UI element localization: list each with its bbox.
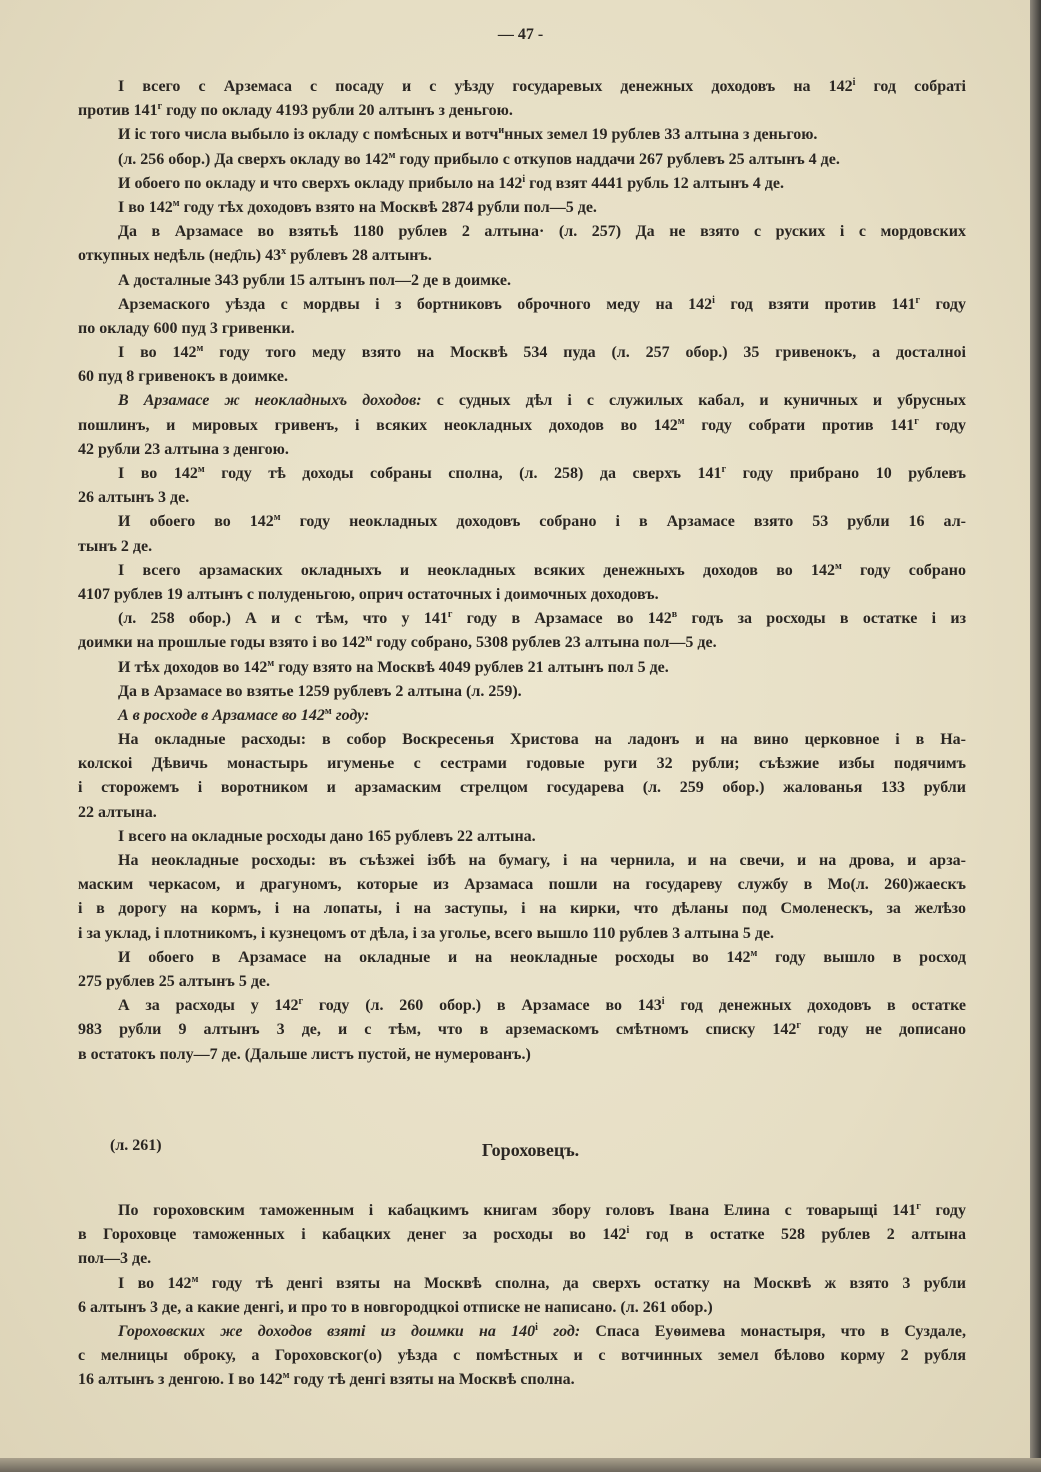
folio-reference: (л. 261) [110, 1137, 162, 1154]
paragraph [78, 341, 966, 389]
text-run: рублевъ 28 алтынъ. [286, 247, 432, 265]
section-title: Гороховецъ. [481, 1140, 580, 1160]
superscript: г [298, 996, 304, 1008]
text-line [78, 196, 966, 220]
italic-heading: В Арзамасе ж неокладныхъ доходов: [118, 392, 422, 410]
superscript: м [191, 1273, 199, 1285]
superscript: м [388, 149, 396, 161]
text-line [78, 656, 966, 680]
page-edge-right [1030, 0, 1041, 1472]
superscript: в [671, 609, 678, 621]
text-run: по окладу 600 пуд 3 гривенки. [78, 319, 295, 337]
gorokhovets-section [78, 1199, 966, 1393]
superscript: м [197, 464, 205, 475]
paragraph [78, 994, 966, 1067]
superscript: г [447, 609, 453, 621]
text-run: с мелницы оброку, а Гороховског(о) уѣзда с помѣстных и с вотчинных земел бѣлово корму 2 рубля [78, 1347, 966, 1365]
superscript: i [661, 996, 665, 1008]
text-run: 60 пуд 8 гривенокъ в доимке. [78, 368, 288, 386]
text-run: I во 142 [118, 465, 198, 482]
text-line [78, 220, 966, 244]
paragraph [78, 680, 966, 704]
paragraph [78, 825, 966, 849]
paragraph [78, 607, 966, 655]
text-run: На неокладные росходы: въ съѣзжеi iзбѣ на бумагу, i на чернила, и на свечи, и на дрова, и арза- [118, 852, 966, 869]
text-run: год в остатке 528 рублев 2 алтына [629, 1226, 966, 1244]
text-run: (л. 258 обор.) А и с тѣм, что у 141 [118, 610, 448, 628]
text-line [78, 462, 966, 486]
paragraph [78, 1320, 966, 1393]
text-line [78, 801, 966, 825]
text-run: И обоего во 142 [118, 513, 274, 531]
text-run: году собрати против 141 [684, 416, 915, 434]
text-run: год денежных доходовъ в остатке [664, 997, 966, 1015]
text-run: году не дописано [800, 1021, 966, 1039]
text-line [78, 510, 966, 534]
text-line [78, 1018, 966, 1042]
text-line [78, 752, 966, 776]
text-run: i за уклад, i плотникомъ, i кузнецомъ от дѣла, i за уголье, всего вышло 110 рублев 3 алтына 5 де. [78, 924, 775, 942]
italic-heading: А в росходе в Арзамасе во 142 [118, 706, 325, 724]
text-line [78, 389, 966, 413]
paragraph [78, 704, 966, 728]
paragraph [78, 656, 966, 680]
text-line [78, 1043, 966, 1067]
text-line [78, 728, 966, 752]
superscript: и [498, 125, 505, 137]
text-run: год взят 4441 рубль 12 алтынъ 4 де. [525, 174, 784, 192]
text-run: году [918, 416, 966, 434]
text-run: нных земел 19 рублев 33 алтына з деньгою. [504, 126, 818, 144]
paragraph [78, 148, 966, 172]
text-line [78, 631, 966, 655]
superscript: г [915, 294, 921, 306]
superscript: м [324, 705, 332, 717]
page-number: — 47 - [497, 26, 544, 43]
text-line [78, 99, 966, 123]
text-line [78, 873, 966, 897]
arzamas-section [78, 75, 966, 1067]
text-line [78, 1344, 966, 1368]
text-run: I во 142 [118, 198, 173, 216]
paragraph [78, 293, 966, 341]
text-run: 42 рубли 23 алтына з денгою. [78, 440, 289, 458]
italic-heading: год: [537, 1322, 581, 1340]
superscript: i [522, 173, 526, 185]
text-run: 275 рублев 25 алтынъ 5 де. [78, 972, 271, 990]
text-run: А за расходы у 142 [118, 997, 299, 1015]
text-run: году [920, 295, 966, 313]
text-run: году того меду взято на Москвѣ 534 пуда (л. 257 обор.) 35 гривенокъ, а досталноi [203, 344, 966, 362]
text-line [78, 535, 966, 559]
text-run: году (л. 260 обор.) в Арзамасе во 143 [303, 997, 662, 1015]
text-run: году тѣ денгі взяты на Москвѣ сполна. [289, 1371, 575, 1389]
paragraph [78, 123, 966, 147]
text-run: пошлинъ, и мировых гривенъ, i всяких неокладных доходов во 142 [78, 416, 678, 434]
paragraph [78, 269, 966, 293]
text-run: Да в Арзамасе во взятье 1259 рублевъ 2 алтына (л. 259). [118, 682, 522, 700]
text-line [78, 1320, 966, 1344]
superscript: м [750, 947, 758, 959]
text-run: колскоi Дѣвичь монастырь игуменье с сестрами годовые руги 32 рубли; съѣзжие избы подячимъ [78, 755, 966, 773]
text-line [78, 1223, 966, 1247]
text-run: Арземаского уѣзда с мордвы i з бортниковъ оброчного меду на 142 [118, 295, 713, 313]
text-run: в остатокъ полу—7 де. (Дальше листъ пустой, не нумерованъ.) [78, 1045, 531, 1063]
text-run: На окладные расходы: в собор Воскресенья Христова на ладонъ и на вино церковное i в На- [118, 731, 966, 749]
paragraph [78, 946, 966, 994]
text-run: тынъ 2 де. [78, 537, 153, 555]
text-run: 16 алтынъ з денгою. I во 142 [78, 1371, 283, 1389]
text-line [78, 269, 966, 293]
text-run: И обоего по окладу и что сверхъ окладу прибыло на 142 [118, 174, 523, 192]
superscript: м [365, 633, 373, 645]
text-run: 6 алтынъ 3 де, а какие денгі, и про то в новгородцкоi отписке не написано. (л. 261 обор.) [78, 1298, 713, 1316]
superscript: м [677, 415, 685, 427]
text-line [78, 148, 966, 172]
superscript: г [914, 415, 919, 427]
text-line [78, 414, 966, 438]
page-edge-bottom [0, 1458, 1041, 1472]
superscript: г [796, 1020, 801, 1032]
text-line [78, 341, 966, 365]
paragraph [78, 510, 966, 558]
text-line [78, 172, 966, 196]
text-line [78, 946, 966, 970]
superscript: м [282, 1370, 290, 1382]
text-run: 4107 рублев 19 алтынъ с полуденьгою, оприч остаточных i доимочных доходовъ. [78, 585, 659, 603]
text-line [78, 680, 966, 704]
text-line [78, 438, 966, 462]
paragraph [78, 389, 966, 462]
text-run: году тѣх доходовъ взято на Москвѣ 2874 рубли пол—5 де. [179, 198, 597, 216]
text-run: (л. 256 обор.) Да сверхъ окладу во 142 [118, 150, 389, 168]
text-line [78, 994, 966, 1018]
paragraph [78, 1199, 966, 1272]
text-run: году в Арзамасе во 142 [452, 610, 672, 628]
superscript: м [172, 197, 180, 209]
text-run: доимки на прошлые годы взято i во 142 [78, 634, 366, 652]
text-line [78, 849, 966, 873]
superscript: г [916, 1201, 921, 1212]
text-run: i сторожемъ i воротником и арзамаским стрелцом государева (л. 259 обор.) жалованья 133 рубли [78, 779, 966, 797]
text-line [78, 704, 966, 728]
paragraph [78, 75, 966, 123]
text-run: По гороховским таможенным i кабацкимъ книгам збору головъ Iвана Елина с товарыщі 141 [118, 1202, 917, 1219]
paragraph [78, 849, 966, 946]
text-run: I всего арзамаских окладныхъ и неокладных всяких денежныхъ доходов во 142 [118, 561, 835, 579]
text-run: i в дорогу на кормъ, i на лопаты, i на заступы, i на кирки, что дѣланы под Смоленескъ, за желѣзо [78, 900, 966, 918]
paragraph [78, 462, 966, 510]
text-line [78, 922, 966, 946]
text-run: I во 142 [118, 1274, 192, 1292]
text-run: годъ за росходы в остатке i из [677, 610, 966, 628]
text-line [78, 776, 966, 800]
text-run: году собрано, 5308 рублев 23 алтына пол—5 де. [372, 634, 717, 652]
superscript: м [196, 343, 204, 355]
text-run: с судных дѣл i с служилых кабал, и куничных и убрусных [421, 392, 966, 410]
text-line [78, 1247, 966, 1271]
superscript: i [712, 294, 715, 306]
text-line [78, 970, 966, 994]
paragraph [78, 728, 966, 825]
text-run: году по окладу 4193 рубли 20 алтынъ з деньгою. [162, 102, 513, 120]
text-run: I всего с Арземаса с посаду и с уѣзду государевых денежных доходовъ на 142 [118, 78, 853, 95]
text-run: год собраті [855, 78, 966, 95]
text-run: году прибрано 10 рублевъ [726, 465, 966, 482]
text-line [78, 1368, 966, 1392]
paragraph [78, 559, 966, 607]
paragraph [78, 220, 966, 268]
text-run: году неокладных доходовъ собрано i в Арзамасе взято 53 рубли 16 ал- [280, 513, 966, 531]
text-run: Да в Арзамасе во взятьѣ 1180 рублев 2 алтына· (л. 257) Да не взято с руских i с мордовских [118, 223, 966, 241]
text-line [78, 293, 966, 317]
superscript: г [157, 101, 163, 113]
text-run: 983 рубли 9 алтынъ 3 де, и с тѣм, что в арземаскомъ смѣтномъ списку 142 [78, 1021, 797, 1039]
superscript: i [852, 77, 856, 88]
text-run: И iс того числа выбыло iз окладу с помѣсных и вотч [118, 126, 499, 144]
text-line [78, 1296, 966, 1320]
text-run: в Гороховце таможенных i кабацких денег за росходы во 142 [78, 1226, 627, 1244]
superscript: м [834, 560, 842, 572]
superscript: м [267, 657, 275, 669]
text-run: пол—3 де. [78, 1250, 152, 1268]
paragraph [78, 196, 966, 220]
text-line [78, 123, 966, 147]
text-line [78, 897, 966, 921]
text-run: 26 алтынъ 3 де. [78, 489, 190, 507]
text-run: Спаса Еуѳимева монастыря, что в Суздале, [580, 1322, 966, 1340]
superscript: х [281, 246, 287, 258]
text-run: году тѣ доходы собраны сполна, (л. 258) да сверхъ 141 [204, 465, 722, 482]
text-line [78, 1272, 966, 1296]
text-line [78, 317, 966, 341]
text-run: откупных недѣль (нед҄ль) 43 [78, 247, 282, 265]
text-run: против 141 [78, 102, 158, 120]
text-run: И обоего в Арзамасе на окладные и на неокладные росходы во 142 [118, 948, 751, 966]
text-run: I всего на окладные росходы дано 165 рублевъ 22 алтына. [118, 827, 536, 845]
text-run: году собрано [841, 561, 966, 579]
text-run: году тѣ денгі взяты на Москвѣ сполна, да сверхъ остатку на Москвѣ ж взято 3 рубли [198, 1274, 966, 1292]
text-run: маским черкасом, и драгуномъ, которые из Арзамаса пошли на государеву службу в Мо(л. 260)жаескъ [78, 876, 966, 894]
text-run: А досталные 343 рубли 15 алтынъ пол—2 де в доимке. [118, 271, 511, 289]
italic-heading: году: [331, 706, 370, 724]
text-line [78, 75, 966, 99]
text-line [78, 486, 966, 510]
paragraph [78, 1272, 966, 1320]
text-run: году вышло в росход [757, 948, 966, 966]
superscript: г [721, 464, 727, 475]
text-run: году прибыло с откупов наддачи 267 рублевъ 25 алтынъ 4 де. [395, 150, 840, 168]
text-line [78, 583, 966, 607]
text-run: 22 алтына. [78, 803, 157, 821]
text-line [78, 244, 966, 268]
text-run: году взято на Москвѣ 4049 рублев 21 алтынъ пол 5 де. [274, 658, 669, 676]
superscript: i [626, 1225, 630, 1237]
italic-heading: Гороховских же доходов взяті из доимки на 140 [118, 1322, 536, 1340]
text-run: году [920, 1202, 966, 1219]
superscript: i [535, 1321, 538, 1333]
superscript: м [273, 512, 281, 524]
text-line [78, 1199, 966, 1223]
paragraph [78, 172, 966, 196]
text-run: И тѣх доходов во 142 [118, 658, 268, 676]
text-run: год взяти против 141 [714, 295, 916, 313]
text-line [78, 365, 966, 389]
text-line [78, 825, 966, 849]
text-line [78, 559, 966, 583]
text-run: I во 142 [118, 344, 197, 362]
text-line [78, 607, 966, 631]
